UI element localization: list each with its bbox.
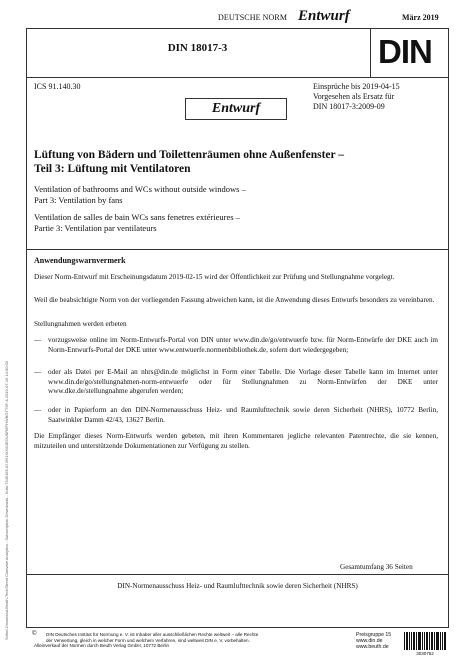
header-date: März 2019 (402, 13, 439, 22)
price-info (356, 632, 391, 650)
title-german (34, 148, 429, 176)
copyright-line-2: der Verwertung, gleich in welcher Form und welchem Verfahren, sind weltweit DIN e. V. vorbehalten. (46, 637, 250, 643)
bullet-dash: — (34, 336, 42, 344)
din-logo-text: DIN (378, 33, 432, 70)
divider-notice (27, 574, 448, 575)
bullet-text: vorzugsweise online im Norm-Entwurfs-Portal von DIN unter www.din.de/go/entwuerfe bzw. für Norm-Entwürfe der DKE auch im Norm-Entwurfs-Portal der DKE unter www.entwuerfe.normenbibliothek.de, sofern dort wiedergegeben; (48, 336, 438, 354)
replaced-document: DIN 18017-3:2009-09 (313, 102, 385, 111)
bullet-text: oder als Datei per E-Mail an nhrs@din.de möglichst in Form einer Tabelle. Die Vorlage dieser Tabelle kann im Internet unter www.din.de/go/stellungnahmen-norm-entwuerfe oder für Stellungnahmen zu Norm-Entwürfen der DKE unter www.dke.de/stellungnahme abgerufen werden; (48, 368, 438, 395)
barcode-number: 3030752 (416, 651, 434, 656)
copyright-symbol: © (32, 631, 37, 637)
title-german-line1: Lüftung von Bädern und Toilettenräumen ohne Außenfenster – (34, 149, 345, 161)
copyright-notice (34, 632, 258, 649)
title-english-line2: Part 3: Ventilation by fans (34, 195, 123, 205)
notice-paragraph-4: Die Empfänger dieses Norm-Entwurfs werden gebeten, mit ihren Kommentaren jegliche relevanten Patentrechte, die sie kennen, mitzuteilen und unterstützende Dokumentationen zur Verfügung zu stellen. (34, 432, 438, 450)
side-watermark: Sofort-Download-Beuth-TechStreet Clarivate Analytics - Subscription Downloads - Kdnr.7346165-ID.6H1XDWJEOUBR9PHWBOTT9F-4-2019-07-16 14:00:03 (4, 360, 9, 640)
bullet-dash: — (34, 406, 42, 414)
draft-status-box: Entwurf (185, 98, 287, 120)
logo-divider (370, 29, 371, 77)
copyright-line-3: Alleinverkauf der Normen durch Beuth Verlag GmbH, 10772 Berlin (34, 643, 170, 649)
total-pages: Gesamtumfang 36 Seiten (340, 563, 413, 571)
notice-paragraph-2: Weil die beabsichtigte Norm von der vorliegenden Fassung abweichen kann, ist die Anwendung dieses Entwurfs besonders zu vereinbaren. (34, 296, 435, 304)
bullet-text: oder in Papierform an den DIN-Normenausschuss Heiz- und Raumlufttechnik sowie deren Sicherheit (NHRS), 10772 Berlin, Saatwinkler Damm 42/43, 13627 Berlin. (48, 406, 438, 424)
beuth-website: www.beuth.de (356, 644, 389, 650)
notice-paragraph-3: Stellungnahmen werden erbeten (34, 320, 127, 328)
notice-paragraph-1: Dieser Norm-Entwurf mit Erscheinungsdatum 2019-02-15 wird der Öffentlichkeit zur Prüfung und Stellungnahme vorgelegt. (34, 273, 395, 281)
title-english-line1: Ventilation of bathrooms and WCs without outside windows – (34, 184, 246, 194)
document-number: DIN 18017-3 (167, 42, 228, 54)
divider-header (27, 77, 448, 78)
objection-info (313, 82, 400, 112)
title-french (34, 212, 429, 234)
objection-deadline: Einsprüche bis 2019-04-15 (313, 82, 400, 91)
title-french-line2: Partie 3: Ventilation par ventilateurs (34, 223, 157, 233)
barcode (404, 632, 446, 650)
ics-code: ICS 91.140.30 (34, 82, 81, 91)
notice-title: Anwendungswarnvermerk (34, 256, 126, 265)
committee-name: DIN-Normenausschuss Heiz- und Raumlufttechnik sowie deren Sicherheit (NHRS) (117, 582, 358, 590)
divider-title (27, 249, 448, 250)
title-english (34, 184, 429, 206)
din-logo (378, 33, 442, 70)
header-norm-label: DEUTSCHE NORM (218, 13, 288, 22)
copyright-line-1: DIN Deutsches Institut für Normung e. V. ist Inhaber aller ausschließlichen Rechte weltweit – alle Rechte (46, 632, 259, 637)
din-website: www.din.de (356, 638, 383, 644)
title-french-line1: Ventilation de salles de bain WCs sans fenetres extérieures – (34, 212, 240, 222)
bullet-dash: — (34, 368, 42, 376)
price-group: Preisgruppe 15 (356, 632, 392, 638)
header-status: Entwurf (298, 8, 350, 24)
title-german-line2: Teil 3: Lüftung mit Ventilatoren (34, 163, 191, 175)
replacement-note: Vorgesehen als Ersatz für (313, 92, 395, 101)
